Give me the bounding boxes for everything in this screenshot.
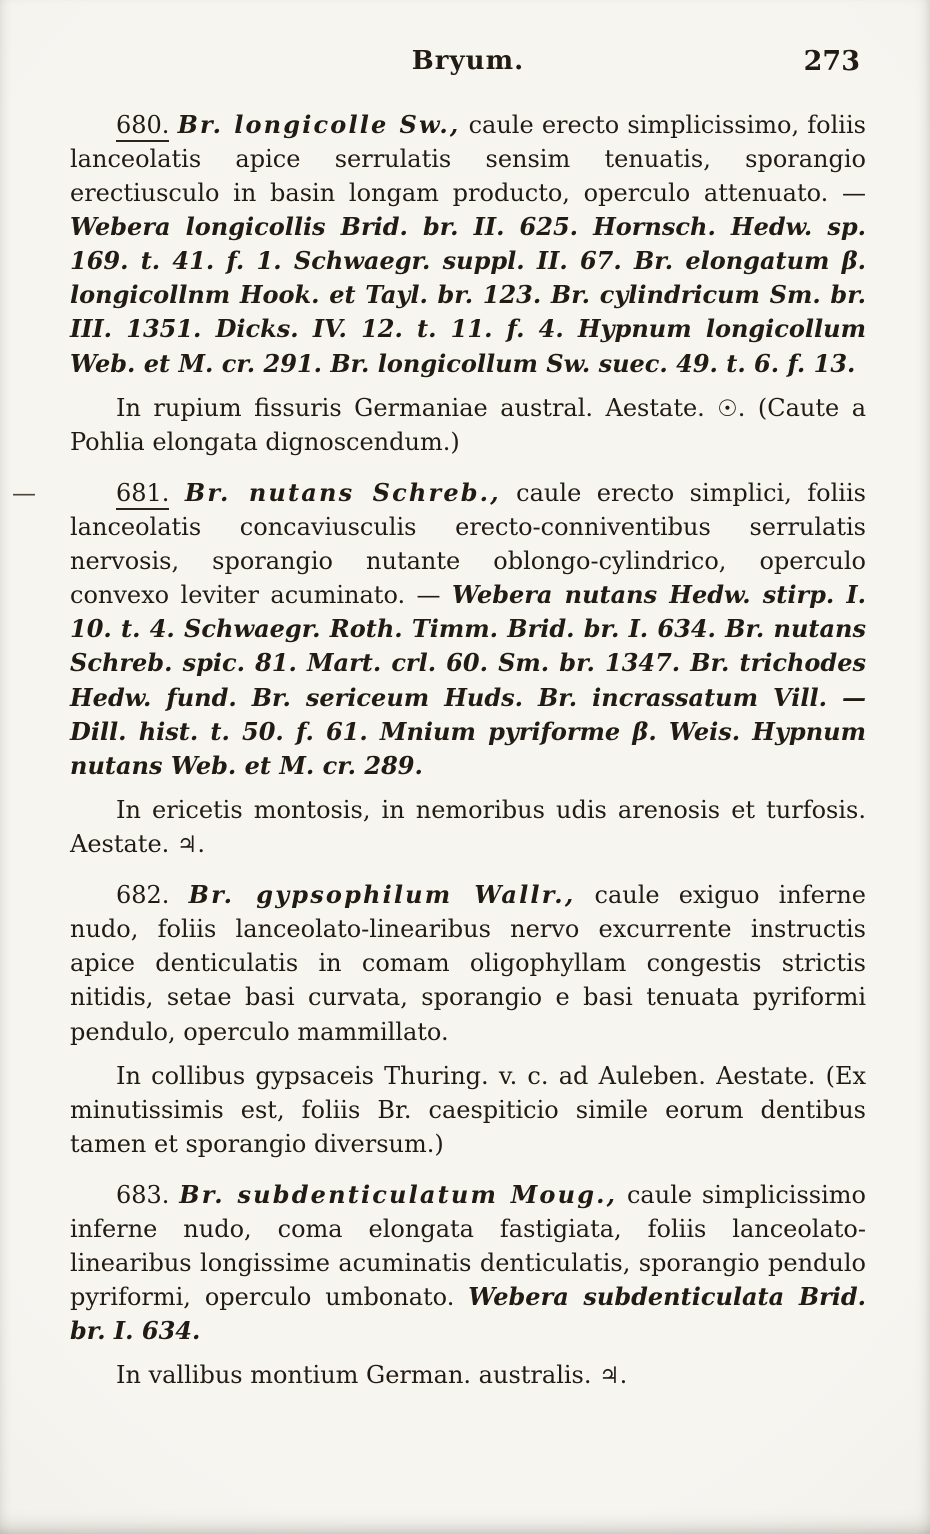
entry-680 [70, 108, 866, 381]
running-head [70, 46, 866, 90]
entry-680-habitat-note: . (Caute a Pohlia elongata dignoscendum.) [70, 393, 866, 456]
entry-682-diagnosis: caule exiguo inferne nudo, foliis lanceolato-linearibus nervo excurrente instructis apice denticulatis in comam oligophyllam congestis strictis nitidis, setae basi curvata, sporangio e basi tenuata pyriformi pendulo, operculo mammillato. [70, 881, 866, 1046]
entry-682-habitat-text: In collibus gypsaceis Thuring. v. c. ad Auleben. Aestate. (Ex minutissimis est, foliis Br. caespiticio simile eorum dentibus tamen et sporangio diversum.) [70, 1061, 866, 1158]
entry-682-habitat [70, 1059, 866, 1161]
entry-681-number: 681. [116, 479, 169, 510]
entry-681-species-name: Br. nutans Schreb., [184, 478, 501, 508]
period: . [619, 1361, 628, 1390]
entry-680-habitat-text: In rupium fissuris Germaniae austral. Aestate. [116, 393, 718, 422]
spacer [169, 111, 177, 139]
entry-683-diagnosis: caule simplicissimo inferne nudo, coma elongata fastigiata, foliis lanceolato-linearibus longissime acuminatis denticulatis, sporangio pendulo pyriformi, operculo umbonato. [70, 1180, 866, 1312]
running-title: Bryum. [411, 46, 525, 76]
entry-681-habitat-text: In ericetis montosis, in nemoribus udis arenosis et turfosis. Aestate. [70, 795, 866, 858]
entry-682 [70, 878, 866, 1048]
entry-683-habitat [70, 1358, 866, 1392]
entry-683-synonymy: Webera subdenticulata Brid. br. I. 634. [70, 1282, 867, 1346]
entry-682-number: 682. [116, 881, 189, 910]
entry-683-habitat-text: In vallibus montium German. australis. [116, 1361, 600, 1390]
entry-680-diagnosis: caule erecto simplicissimo, foliis lanceolatis apice serrulatis sensim tenuatis, sporangio erectiusculo in basin longam producto, operculo attenuato. — [70, 111, 866, 208]
entry-682-species-name: Br. gypsophilum Wallr., [188, 880, 576, 910]
entry-680-number: 680. [116, 111, 169, 142]
period: . [197, 829, 205, 858]
entry-680-species-name: Br. longicolle Sw., [177, 110, 461, 139]
page-number: 273 [803, 46, 860, 77]
entry-683-number: 683. [116, 1180, 180, 1209]
entry-681-synonymy: Webera nutans Hedw. stirp. I. 10. t. 4. Schwaegr. Roth. Timm. Brid. br. I. 634. Br. nutans Schreb. spic. 81. Mart. crl. 60. Sm. br. 1347. Br. trichodes Hedw. fund. Br. sericeum Huds. Br. incrassatum Vill. — Dill. hist. t. 50. f. 61. Mnium pyriforme β. Weis. Hypnum nutans Web. et M. cr. 289. [70, 580, 866, 780]
annual-symbol-icon: ☉ [717, 395, 738, 422]
entry-681-habitat [70, 793, 866, 861]
spacer [169, 479, 184, 507]
entry-680-synonymy: Webera longicollis Brid. br. II. 625. Hornsch. Hedw. sp. 169. t. 41. f. 1. Schwaegr. suppl. II. 67. Br. elongatum β. longicollnm Hook. et Tayl. br. 123. Br. cylindricum Sm. br. III. 1351. Dicks. IV. 12. t. 11. f. 4. Hypnum longicollum Web. et M. cr. 291. Br. longicollum Sw. suec. 49. t. 6. f. 13. [70, 212, 866, 378]
entry-683-species-name: Br. subdenticulatum Moug., [179, 1179, 618, 1209]
text-block [12, 108, 867, 1393]
entry-680-habitat [70, 391, 866, 459]
entry-681-diagnosis: caule erecto simplici, foliis lanceolatis concaviusculis erecto-conniventibus serrulatis nervosis, sporangio nutante oblongo-cylindrico, operculo convexo leviter acuminato. — [70, 479, 866, 610]
perennial-symbol-icon: ♃ [176, 831, 198, 858]
entry-681 [12, 476, 866, 783]
margin-dash-mark: — [12, 479, 34, 508]
perennial-symbol-icon: ♃ [599, 1363, 620, 1390]
entry-683 [70, 1178, 866, 1348]
